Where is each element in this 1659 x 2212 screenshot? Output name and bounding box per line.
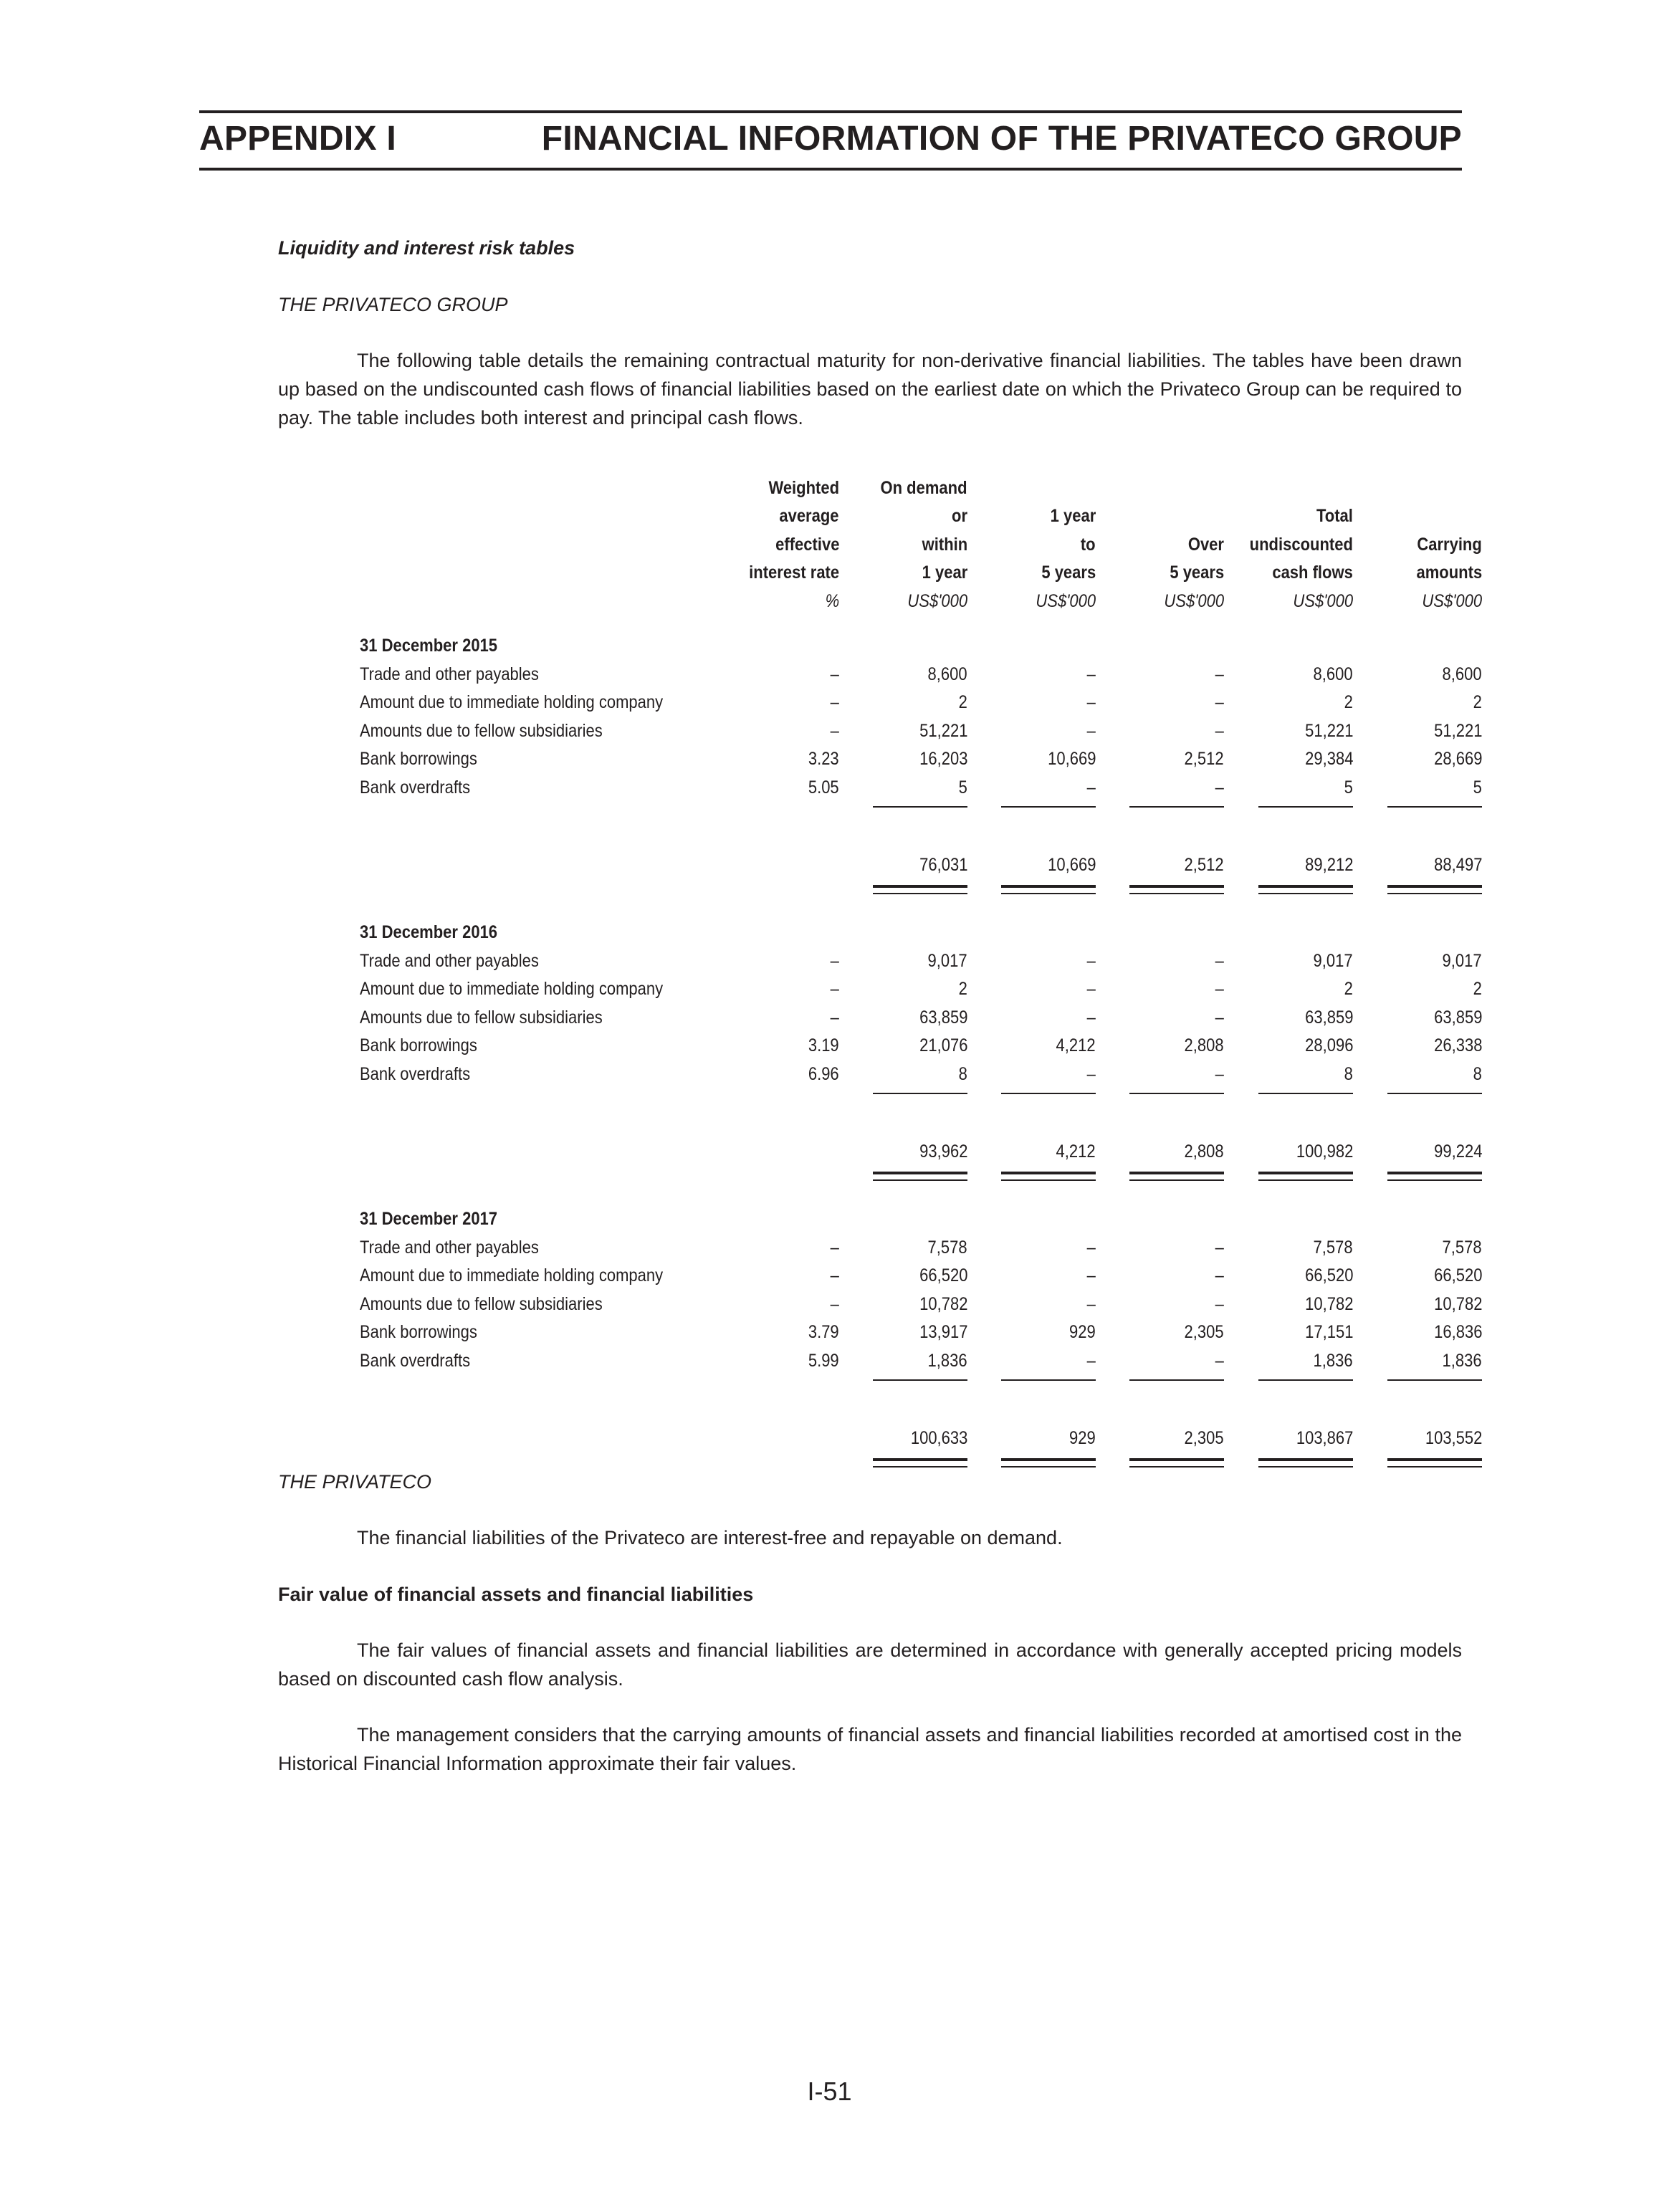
table-cell: 10,782	[1304, 1293, 1353, 1314]
table-total-cell: 100,982	[1296, 1141, 1353, 1162]
table-row-label: Amounts due to fellow subsidiaries	[360, 720, 603, 741]
total-double-rule-thin	[1129, 1179, 1224, 1181]
table-cell: –	[1215, 1265, 1224, 1285]
table-total-cell: 2,512	[1184, 855, 1224, 876]
total-double-rule-thick	[873, 1458, 967, 1461]
table-row-label: Amounts due to fellow subsidiaries	[360, 1293, 603, 1314]
table-cell: –	[1215, 692, 1224, 712]
table-total-cell: 93,962	[919, 1141, 967, 1162]
table-cell: 2	[1344, 692, 1353, 712]
table-total-cell: 99,224	[1433, 1141, 1482, 1162]
table-cell: –	[1086, 720, 1096, 741]
header-bottom-rule	[199, 168, 1462, 171]
table-cell: 8,600	[927, 664, 967, 684]
table-cell: 29,384	[1304, 749, 1353, 769]
total-double-rule-thick	[1001, 1458, 1096, 1461]
table-section-title: 31 December 2017	[360, 1209, 498, 1229]
column-header-line: or	[952, 506, 967, 526]
table-cell: 28,669	[1433, 749, 1482, 769]
total-double-rule-thin	[1001, 893, 1096, 894]
table-cell: –	[1086, 664, 1096, 684]
table-cell: 2,512	[1184, 749, 1224, 769]
subtotal-rule	[1387, 1093, 1482, 1094]
table-row-label: Amount due to immediate holding company	[360, 1265, 664, 1285]
subtotal-rule	[873, 1379, 967, 1381]
total-double-rule-thick	[1129, 885, 1224, 888]
column-header-line: to	[1081, 534, 1096, 555]
table-cell: –	[1086, 1293, 1096, 1314]
column-header-line: effective	[775, 534, 839, 555]
table-cell: –	[1086, 1350, 1096, 1371]
table-cell: –	[1086, 979, 1096, 999]
column-header-line: Carrying	[1417, 534, 1482, 555]
column-header-line: On demand	[880, 477, 967, 498]
table-cell: 2	[1473, 979, 1482, 999]
table-total-cell: 76,031	[919, 855, 967, 876]
table-cell: 4,212	[1056, 1035, 1096, 1055]
column-unit: US$'000	[1293, 590, 1353, 611]
table-cell: 26,338	[1433, 1035, 1482, 1055]
table-row-label: Bank borrowings	[360, 749, 477, 769]
subtotal-rule	[1001, 806, 1096, 808]
table-cell: 16,203	[919, 749, 967, 769]
table-cell: –	[1086, 1007, 1096, 1028]
table-total-cell: 103,867	[1296, 1428, 1353, 1449]
total-double-rule-thin	[873, 1179, 967, 1181]
section-heading-fair-value: Fair value of financial assets and financial liabilities	[278, 1584, 754, 1605]
table-cell: –	[1215, 720, 1224, 741]
column-header-line: 1 year	[1050, 506, 1096, 526]
table-cell: –	[1086, 692, 1096, 712]
table-cell: 10,782	[919, 1293, 967, 1314]
total-double-rule-thick	[1129, 1458, 1224, 1461]
table-row-label: Bank borrowings	[360, 1322, 477, 1342]
table-cell: 63,859	[1304, 1007, 1353, 1028]
total-double-rule-thick	[1258, 885, 1353, 888]
total-double-rule-thin	[1387, 1179, 1482, 1181]
table-row-label: Bank overdrafts	[360, 777, 471, 798]
table-row-label: Amount due to immediate holding company	[360, 979, 664, 999]
column-header-line: amounts	[1416, 562, 1482, 583]
table-cell: –	[830, 979, 839, 999]
total-double-rule-thick	[1258, 1458, 1353, 1461]
subtotal-rule	[873, 1093, 967, 1094]
table-row-label: Trade and other payables	[360, 1237, 539, 1258]
table-section-title: 31 December 2016	[360, 922, 498, 942]
table-cell: 8	[1344, 1063, 1353, 1084]
table-cell: 5	[1473, 777, 1482, 798]
table-cell: –	[1215, 1293, 1224, 1314]
table-cell: 8	[1473, 1063, 1482, 1084]
column-unit: US$'000	[907, 590, 967, 611]
subtotal-rule	[1129, 1379, 1224, 1381]
table-cell: 2,808	[1184, 1035, 1224, 1055]
table-cell: –	[1086, 777, 1096, 798]
column-header-line: undiscounted	[1249, 534, 1353, 555]
column-header-line: Total	[1316, 506, 1353, 526]
subtotal-rule	[1258, 1093, 1353, 1094]
subtotal-rule	[1001, 1093, 1096, 1094]
table-cell: 1,836	[1442, 1350, 1482, 1371]
table-cell: 10,669	[1047, 749, 1096, 769]
table-cell: 10,782	[1433, 1293, 1482, 1314]
table-cell: 63,859	[919, 1007, 967, 1028]
subtotal-rule	[1129, 806, 1224, 808]
total-double-rule-thick	[1387, 885, 1482, 888]
table-total-cell: 2,305	[1184, 1428, 1224, 1449]
total-double-rule-thin	[1129, 893, 1224, 894]
fair-value-paragraph-1: The fair values of financial assets and financial liabilities are determined in accordance with generally accepted pricing models based on discounted cash flow analysis.	[278, 1639, 1462, 1690]
table-row-label: Trade and other payables	[360, 950, 539, 971]
table-cell: –	[1215, 1350, 1224, 1371]
privateco-paragraph: The financial liabilities of the Privateco are interest-free and repayable on demand.	[357, 1527, 1063, 1548]
table-cell: –	[1086, 950, 1096, 971]
table-cell: –	[830, 692, 839, 712]
total-double-rule-thick	[1129, 1172, 1224, 1174]
table-cell: 51,221	[1304, 720, 1353, 741]
table-cell: 2	[958, 979, 967, 999]
column-header-line: 5 years	[1041, 562, 1096, 583]
table-cell: 66,520	[1433, 1265, 1482, 1285]
table-cell: 5	[1344, 777, 1353, 798]
table-cell: –	[1215, 979, 1224, 999]
total-double-rule-thin	[1258, 893, 1353, 894]
table-cell: 1,836	[1313, 1350, 1353, 1371]
table-cell: 7,578	[1442, 1237, 1482, 1258]
table-cell: 3.19	[808, 1035, 839, 1055]
table-cell: 3.79	[808, 1322, 839, 1342]
table-cell: –	[830, 950, 839, 971]
subheading-privateco: THE PRIVATECO	[278, 1471, 432, 1493]
column-header-line: Over	[1187, 534, 1224, 555]
table-row-label: Bank overdrafts	[360, 1350, 471, 1371]
table-cell: –	[1215, 1063, 1224, 1084]
total-double-rule-thick	[1387, 1172, 1482, 1174]
total-double-rule-thin	[1258, 1179, 1353, 1181]
table-cell: 9,017	[1442, 950, 1482, 971]
table-cell: 51,221	[919, 720, 967, 741]
table-cell: –	[1215, 664, 1224, 684]
subheading-privateco-group: THE PRIVATECO GROUP	[278, 294, 508, 315]
table-row-label: Amounts due to fellow subsidiaries	[360, 1007, 603, 1028]
column-unit: US$'000	[1422, 590, 1482, 611]
total-double-rule-thick	[1001, 1172, 1096, 1174]
table-cell: 1,836	[927, 1350, 967, 1371]
table-cell: –	[830, 720, 839, 741]
subtotal-rule	[1387, 806, 1482, 808]
page-number: I-51	[807, 2077, 852, 2106]
table-cell: 2	[1473, 692, 1482, 712]
column-header-line: 5 years	[1170, 562, 1224, 583]
table-cell: 63,859	[1433, 1007, 1482, 1028]
column-header-line: within	[922, 534, 967, 555]
table-cell: 2	[958, 692, 967, 712]
subtotal-rule	[1387, 1379, 1482, 1381]
subtotal-rule	[1129, 1093, 1224, 1094]
table-cell: –	[830, 1007, 839, 1028]
column-header-line: interest rate	[749, 562, 839, 583]
table-cell: 9,017	[1313, 950, 1353, 971]
column-unit: %	[825, 590, 839, 611]
table-cell: –	[830, 1237, 839, 1258]
fair-value-paragraph-2: The management considers that the carrying amounts of financial assets and financial liabilities recorded at amortised cost in the Historical Financial Information approximate their fair values.	[278, 1724, 1462, 1774]
table-total-cell: 2,808	[1184, 1141, 1224, 1162]
table-cell: –	[1215, 1237, 1224, 1258]
table-cell: 6.96	[808, 1063, 839, 1084]
total-double-rule-thick	[1387, 1458, 1482, 1461]
table-total-cell: 929	[1069, 1428, 1096, 1449]
table-cell: 929	[1069, 1322, 1096, 1342]
page-header-title: FINANCIAL INFORMATION OF THE PRIVATECO GROUP	[541, 120, 1462, 158]
column-header-line: 1 year	[922, 562, 967, 583]
total-double-rule-thin	[1387, 893, 1482, 894]
section-heading-liquidity: Liquidity and interest risk tables	[278, 237, 575, 259]
table-cell: –	[830, 1265, 839, 1285]
table-cell: 16,836	[1433, 1322, 1482, 1342]
table-cell: 2	[1344, 979, 1353, 999]
table-total-cell: 103,552	[1425, 1428, 1482, 1449]
table-cell: 66,520	[919, 1265, 967, 1285]
table-cell: 17,151	[1304, 1322, 1353, 1342]
header-top-rule	[199, 110, 1462, 113]
subtotal-rule	[873, 806, 967, 808]
total-double-rule-thin	[1001, 1179, 1096, 1181]
table-cell: 5.99	[808, 1350, 839, 1371]
table-section-title: 31 December 2015	[360, 636, 498, 656]
table-cell: 8,600	[1313, 664, 1353, 684]
table-row-label: Bank overdrafts	[360, 1063, 471, 1084]
table-cell: 28,096	[1304, 1035, 1353, 1055]
table-cell: 66,520	[1304, 1265, 1353, 1285]
table-cell: –	[1086, 1265, 1096, 1285]
subtotal-rule	[1258, 1379, 1353, 1381]
table-cell: 5.05	[808, 777, 839, 798]
total-double-rule-thick	[1001, 885, 1096, 888]
table-total-cell: 10,669	[1047, 855, 1096, 876]
table-cell: 8	[958, 1063, 967, 1084]
table-cell: –	[1086, 1237, 1096, 1258]
table-total-cell: 4,212	[1056, 1141, 1096, 1162]
table-cell: 7,578	[927, 1237, 967, 1258]
subtotal-rule	[1001, 1379, 1096, 1381]
column-header-line: average	[779, 506, 839, 526]
table-cell: 13,917	[919, 1322, 967, 1342]
table-cell: 2,305	[1184, 1322, 1224, 1342]
table-cell: 5	[958, 777, 967, 798]
table-total-cell: 100,633	[910, 1428, 967, 1449]
table-total-cell: 88,497	[1433, 855, 1482, 876]
table-cell: –	[1215, 1007, 1224, 1028]
table-cell: 7,578	[1313, 1237, 1353, 1258]
total-double-rule-thick	[873, 1172, 967, 1174]
table-cell: –	[1215, 950, 1224, 971]
table-cell: 3.23	[808, 749, 839, 769]
table-cell: –	[1215, 777, 1224, 798]
column-unit: US$'000	[1036, 590, 1096, 611]
table-row-label: Trade and other payables	[360, 664, 539, 684]
subtotal-rule	[1258, 806, 1353, 808]
total-double-rule-thick	[873, 885, 967, 888]
table-cell: 21,076	[919, 1035, 967, 1055]
table-row-label: Amount due to immediate holding company	[360, 692, 664, 712]
column-header-line: Weighted	[768, 477, 839, 498]
table-cell: 51,221	[1433, 720, 1482, 741]
total-double-rule-thin	[873, 893, 967, 894]
appendix-label: APPENDIX I	[199, 120, 397, 158]
table-cell: 8,600	[1442, 664, 1482, 684]
intro-paragraph: The following table details the remaining contractual maturity for non-derivative financial liabilities. The tables have been drawn up based on the undiscounted cash flows of financial liabilities based on the earliest date on which the Privateco Group can be required to pay. The table includes both interest and principal cash flows.	[278, 350, 1462, 428]
column-header-line: cash flows	[1272, 562, 1353, 583]
table-cell: 9,017	[927, 950, 967, 971]
table-cell: –	[830, 664, 839, 684]
table-cell: –	[1086, 1063, 1096, 1084]
column-unit: US$'000	[1164, 590, 1224, 611]
table-total-cell: 89,212	[1304, 855, 1353, 876]
table-cell: –	[830, 1293, 839, 1314]
table-row-label: Bank borrowings	[360, 1035, 477, 1055]
total-double-rule-thick	[1258, 1172, 1353, 1174]
